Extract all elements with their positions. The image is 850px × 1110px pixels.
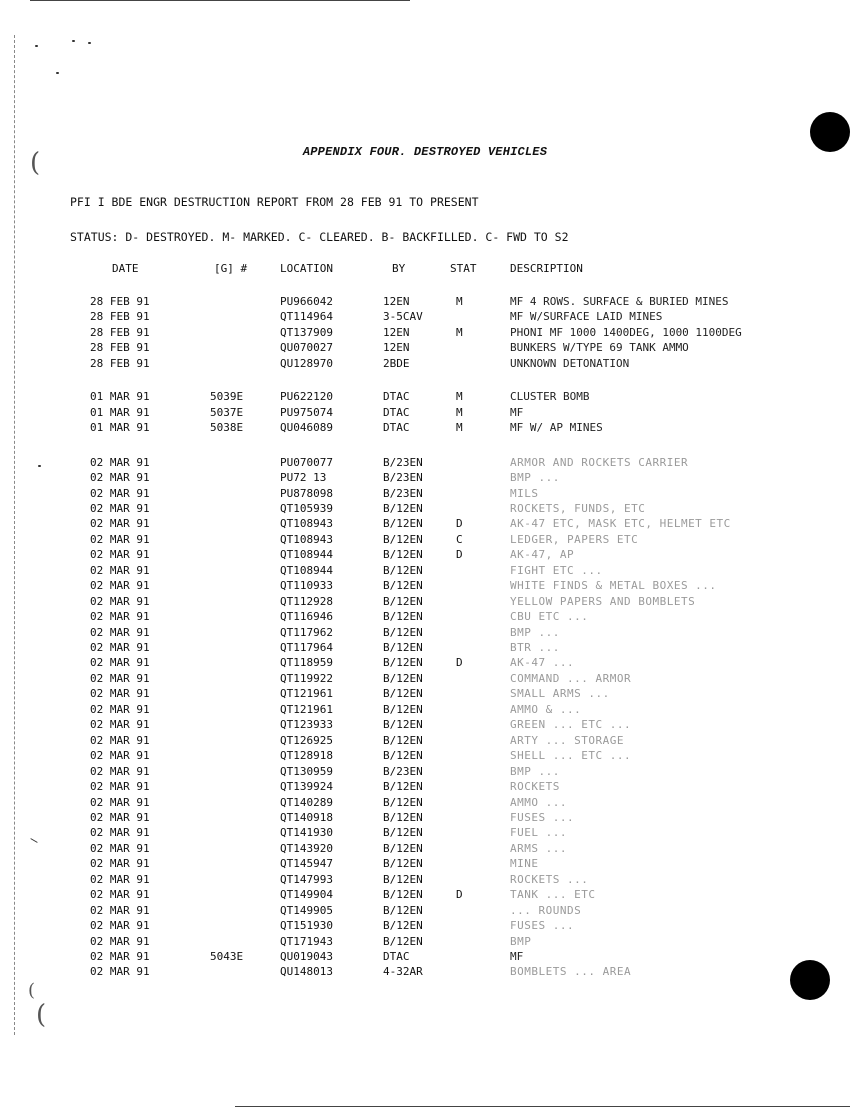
table-row bbox=[0, 341, 850, 355]
description-cell: FIGHT ETC ... bbox=[510, 563, 603, 577]
location-cell: QT117964 bbox=[280, 641, 333, 654]
header-stat: STAT bbox=[450, 262, 477, 275]
table-row bbox=[0, 564, 850, 578]
by-cell: B/12EN bbox=[383, 872, 423, 886]
description-cell: WHITE FINDS & METAL BOXES ... bbox=[510, 579, 717, 593]
page-title: APPENDIX FOUR. DESTROYED VEHICLES bbox=[302, 145, 548, 159]
by-cell: B/12EN bbox=[383, 687, 423, 701]
table-row bbox=[0, 749, 850, 763]
by-cell: B/12EN bbox=[383, 594, 423, 608]
date-cell: 02 MAR 91 bbox=[90, 733, 150, 747]
by-cell: B/23EN bbox=[383, 764, 423, 778]
location-cell: QT137909 bbox=[280, 325, 333, 339]
table-row bbox=[0, 326, 850, 340]
table-row bbox=[0, 357, 850, 371]
by-cell: DTAC bbox=[383, 390, 410, 404]
table-row bbox=[0, 456, 850, 470]
table-row bbox=[0, 965, 850, 979]
description-cell: MF bbox=[510, 950, 524, 963]
by-cell: B/12EN bbox=[383, 780, 423, 794]
margin-bracket: ( bbox=[28, 980, 36, 1001]
location-cell: QT140289 bbox=[280, 795, 333, 809]
by-cell: DTAC bbox=[383, 405, 410, 419]
by-cell: B/12EN bbox=[383, 903, 423, 917]
description-cell: YELLOW PAPERS AND BOMBLETS bbox=[510, 594, 696, 608]
by-cell: B/12EN bbox=[383, 919, 423, 933]
table-row bbox=[0, 548, 850, 562]
date-cell: 02 MAR 91 bbox=[90, 795, 150, 809]
location-cell: PU622120 bbox=[280, 390, 333, 404]
location-cell: QT143920 bbox=[280, 841, 333, 855]
date-cell: 02 MAR 91 bbox=[90, 687, 150, 701]
description-cell: BOMBLETS ... AREA bbox=[510, 965, 632, 979]
date-cell: 28 FEB 91 bbox=[90, 325, 150, 339]
location-cell: PU966042 bbox=[280, 295, 333, 308]
table-row bbox=[0, 950, 850, 964]
description-cell: AMMO & ... bbox=[510, 702, 582, 716]
description-cell: MF bbox=[510, 405, 524, 419]
date-cell: 28 FEB 91 bbox=[90, 356, 150, 370]
location-cell: PU070077 bbox=[280, 455, 333, 469]
by-cell: B/12EN bbox=[383, 934, 423, 948]
date-cell: 02 MAR 91 bbox=[90, 888, 150, 902]
table-row bbox=[0, 487, 850, 501]
description-cell: ARMOR AND ROCKETS CARRIER bbox=[510, 455, 689, 469]
date-cell: 02 MAR 91 bbox=[90, 810, 150, 824]
description-cell: AK-47, AP bbox=[510, 548, 575, 562]
date-cell: 02 MAR 91 bbox=[90, 857, 150, 871]
description-cell: MF W/ AP MINES bbox=[510, 421, 603, 435]
by-cell: B/12EN bbox=[383, 826, 423, 840]
description-cell: AMMO ... bbox=[510, 795, 567, 809]
description-cell: BUNKERS W/TYPE 69 TANK AMMO bbox=[510, 341, 689, 355]
table-row bbox=[0, 765, 850, 779]
by-cell: B/12EN bbox=[383, 563, 423, 577]
date-cell: 02 MAR 91 bbox=[90, 826, 150, 840]
stat-cell: M bbox=[456, 390, 463, 404]
date-cell: 02 MAR 91 bbox=[90, 934, 150, 948]
description-cell: ROCKETS ... bbox=[510, 872, 589, 886]
table-row bbox=[0, 687, 850, 701]
location-cell: QT149904 bbox=[280, 888, 333, 902]
grid-cell: 5039E bbox=[210, 390, 244, 404]
report-line: PFI I BDE ENGR DESTRUCTION REPORT FROM 28 FEB 91 TO PRESENT bbox=[70, 195, 479, 209]
location-cell: QT119922 bbox=[280, 671, 333, 685]
date-cell: 02 MAR 91 bbox=[90, 718, 150, 732]
table-row bbox=[0, 873, 850, 887]
description-cell: COMMAND ... ARMOR bbox=[510, 671, 632, 685]
description-cell: FUSES ... bbox=[510, 919, 575, 933]
stat-cell: D bbox=[456, 548, 463, 562]
location-cell: QT108944 bbox=[280, 563, 333, 577]
location-cell: QT110933 bbox=[280, 579, 333, 593]
by-cell: 3-5CAV bbox=[383, 310, 423, 324]
location-cell: QT126925 bbox=[280, 733, 333, 747]
header-by: BY bbox=[392, 262, 406, 275]
by-cell: B/12EN bbox=[383, 610, 423, 624]
scan-speck bbox=[56, 72, 59, 74]
date-cell: 02 MAR 91 bbox=[90, 872, 150, 886]
description-cell: BTR ... bbox=[510, 641, 560, 654]
date-cell: 02 MAR 91 bbox=[90, 579, 150, 593]
scan-speck bbox=[35, 45, 38, 47]
stat-cell: C bbox=[456, 532, 463, 546]
location-cell: QU128970 bbox=[280, 356, 333, 370]
by-cell: B/23EN bbox=[383, 486, 423, 500]
location-cell: QT147993 bbox=[280, 872, 333, 886]
location-cell: QT116946 bbox=[280, 610, 333, 624]
date-cell: 01 MAR 91 bbox=[90, 405, 150, 419]
by-cell: B/12EN bbox=[383, 702, 423, 716]
table-row bbox=[0, 517, 850, 531]
date-cell: 02 MAR 91 bbox=[90, 471, 150, 485]
by-cell: B/12EN bbox=[383, 718, 423, 732]
description-cell: MF 4 ROWS. SURFACE & BURIED MINES bbox=[510, 295, 729, 308]
table-row bbox=[0, 610, 850, 624]
by-cell: 12EN bbox=[383, 325, 410, 339]
date-cell: 02 MAR 91 bbox=[90, 610, 150, 624]
description-cell: ARTY ... STORAGE bbox=[510, 733, 624, 747]
location-cell: PU975074 bbox=[280, 405, 333, 419]
description-cell: SMALL ARMS ... bbox=[510, 687, 610, 701]
location-cell: QT171943 bbox=[280, 934, 333, 948]
location-cell: QT151930 bbox=[280, 919, 333, 933]
margin-bracket: ( bbox=[36, 1000, 47, 1030]
location-cell: QT123933 bbox=[280, 718, 333, 732]
description-cell: BMP bbox=[510, 934, 532, 948]
table-row bbox=[0, 888, 850, 902]
location-cell: QT121961 bbox=[280, 687, 333, 701]
date-cell: 02 MAR 91 bbox=[90, 625, 150, 639]
table-row bbox=[0, 533, 850, 547]
date-cell: 02 MAR 91 bbox=[90, 563, 150, 577]
table-row bbox=[0, 595, 850, 609]
by-cell: B/12EN bbox=[383, 888, 423, 902]
scan-speck bbox=[88, 42, 91, 44]
description-cell: CLUSTER BOMB bbox=[510, 390, 590, 404]
date-cell: 02 MAR 91 bbox=[90, 965, 150, 979]
description-cell: MF W/SURFACE LAID MINES bbox=[510, 310, 663, 324]
date-cell: 02 MAR 91 bbox=[90, 455, 150, 469]
table-row bbox=[0, 310, 850, 324]
date-cell: 02 MAR 91 bbox=[90, 501, 150, 515]
location-cell: QT105939 bbox=[280, 501, 333, 515]
stat-cell: D bbox=[456, 656, 463, 670]
stat-cell: D bbox=[456, 517, 463, 531]
description-cell: AK-47 ETC, MASK ETC, HELMET ETC bbox=[510, 517, 731, 531]
location-cell: QT114964 bbox=[280, 310, 333, 324]
by-cell: B/12EN bbox=[383, 641, 423, 654]
location-cell: QT112928 bbox=[280, 594, 333, 608]
date-cell: 28 FEB 91 bbox=[90, 295, 150, 308]
location-cell: QU046089 bbox=[280, 421, 333, 435]
scan-edge-bottom bbox=[235, 1106, 850, 1107]
location-cell: QT121961 bbox=[280, 702, 333, 716]
by-cell: B/12EN bbox=[383, 857, 423, 871]
date-cell: 02 MAR 91 bbox=[90, 903, 150, 917]
date-cell: 02 MAR 91 bbox=[90, 517, 150, 531]
description-cell: PHONI MF 1000 1400DEG, 1000 1100DEG bbox=[510, 325, 742, 339]
grid-cell: 5038E bbox=[210, 421, 244, 435]
date-cell: 02 MAR 91 bbox=[90, 594, 150, 608]
table-row bbox=[0, 641, 850, 655]
location-cell: QU148013 bbox=[280, 965, 333, 979]
date-cell: 02 MAR 91 bbox=[90, 641, 150, 654]
stat-cell: M bbox=[456, 421, 463, 435]
date-cell: 02 MAR 91 bbox=[90, 950, 150, 963]
description-cell: ARMS ... bbox=[510, 841, 567, 855]
table-row bbox=[0, 796, 850, 810]
table-row bbox=[0, 842, 850, 856]
by-cell: B/12EN bbox=[383, 625, 423, 639]
description-cell: MINE bbox=[510, 857, 539, 871]
table-row bbox=[0, 826, 850, 840]
table-row bbox=[0, 421, 850, 435]
location-cell: QU019043 bbox=[280, 950, 333, 963]
table-row bbox=[0, 904, 850, 918]
date-cell: 02 MAR 91 bbox=[90, 671, 150, 685]
by-cell: B/12EN bbox=[383, 749, 423, 763]
date-cell: 01 MAR 91 bbox=[90, 421, 150, 435]
location-cell: QT145947 bbox=[280, 857, 333, 871]
stat-cell: M bbox=[456, 405, 463, 419]
by-cell: 12EN bbox=[383, 295, 410, 308]
table-row bbox=[0, 471, 850, 485]
date-cell: 02 MAR 91 bbox=[90, 548, 150, 562]
header-date: DATE bbox=[112, 262, 139, 275]
scan-edge-top bbox=[30, 0, 410, 1]
description-cell: CBU ETC ... bbox=[510, 610, 589, 624]
description-cell: FUEL ... bbox=[510, 826, 567, 840]
by-cell: 12EN bbox=[383, 341, 410, 355]
location-cell: QT139924 bbox=[280, 780, 333, 794]
table-row bbox=[0, 672, 850, 686]
description-cell: TANK ... ETC bbox=[510, 888, 596, 902]
by-cell: B/12EN bbox=[383, 795, 423, 809]
location-cell: QT128918 bbox=[280, 749, 333, 763]
location-cell: QT118959 bbox=[280, 656, 333, 670]
header-grid: [G] # bbox=[214, 262, 248, 275]
by-cell: B/12EN bbox=[383, 517, 423, 531]
table-row bbox=[0, 579, 850, 593]
by-cell: B/12EN bbox=[383, 579, 423, 593]
header-location: LOCATION bbox=[280, 262, 333, 275]
location-cell: PU878098 bbox=[280, 486, 333, 500]
date-cell: 02 MAR 91 bbox=[90, 780, 150, 794]
table-row bbox=[0, 811, 850, 825]
grid-cell: 5037E bbox=[210, 405, 244, 419]
table-row bbox=[0, 295, 850, 309]
stat-cell: M bbox=[456, 295, 463, 308]
by-cell: B/12EN bbox=[383, 841, 423, 855]
description-cell: SHELL ... ETC ... bbox=[510, 749, 632, 763]
header-description: DESCRIPTION bbox=[510, 262, 583, 275]
location-cell: QU070027 bbox=[280, 341, 333, 355]
stat-cell: D bbox=[456, 888, 463, 902]
location-cell: QT149905 bbox=[280, 903, 333, 917]
table-row bbox=[0, 718, 850, 732]
by-cell: B/23EN bbox=[383, 471, 423, 485]
by-cell: B/12EN bbox=[383, 532, 423, 546]
stat-cell: M bbox=[456, 325, 463, 339]
table-row bbox=[0, 703, 850, 717]
scan-speck bbox=[72, 40, 75, 42]
by-cell: B/12EN bbox=[383, 671, 423, 685]
description-cell: FUSES ... bbox=[510, 810, 575, 824]
description-cell: AK-47 ... bbox=[510, 656, 575, 670]
location-cell: QT140918 bbox=[280, 810, 333, 824]
by-cell: B/12EN bbox=[383, 656, 423, 670]
description-cell: ROCKETS bbox=[510, 780, 560, 794]
by-cell: 2BDE bbox=[383, 356, 410, 370]
location-cell: QT117962 bbox=[280, 625, 333, 639]
description-cell: UNKNOWN DETONATION bbox=[510, 356, 630, 370]
description-cell: BMP ... bbox=[510, 471, 560, 485]
margin-bracket: ( bbox=[30, 148, 41, 178]
location-cell: QT130959 bbox=[280, 764, 333, 778]
location-cell: QT108944 bbox=[280, 548, 333, 562]
date-cell: 02 MAR 91 bbox=[90, 749, 150, 763]
location-cell: QT108943 bbox=[280, 517, 333, 531]
table-row bbox=[0, 935, 850, 949]
date-cell: 02 MAR 91 bbox=[90, 532, 150, 546]
description-cell: ... ROUNDS bbox=[510, 903, 582, 917]
date-cell: 02 MAR 91 bbox=[90, 841, 150, 855]
description-cell: MILS bbox=[510, 486, 539, 500]
table-row bbox=[0, 857, 850, 871]
by-cell: 4-32AR bbox=[383, 965, 423, 979]
status-legend: STATUS: D- DESTROYED. M- MARKED. C- CLEARED. B- BACKFILLED. C- FWD TO S2 bbox=[70, 230, 569, 244]
date-cell: 02 MAR 91 bbox=[90, 702, 150, 716]
table-row bbox=[0, 656, 850, 670]
date-cell: 01 MAR 91 bbox=[90, 390, 150, 404]
date-cell: 02 MAR 91 bbox=[90, 486, 150, 500]
by-cell: DTAC bbox=[383, 950, 410, 963]
by-cell: B/12EN bbox=[383, 501, 423, 515]
description-cell: ROCKETS, FUNDS, ETC bbox=[510, 501, 646, 515]
location-cell: QT108943 bbox=[280, 532, 333, 546]
date-cell: 28 FEB 91 bbox=[90, 341, 150, 355]
description-cell: LEDGER, PAPERS ETC bbox=[510, 532, 639, 546]
description-cell: BMP ... bbox=[510, 764, 560, 778]
table-row bbox=[0, 406, 850, 420]
date-cell: 02 MAR 91 bbox=[90, 919, 150, 933]
date-cell: 28 FEB 91 bbox=[90, 310, 150, 324]
by-cell: DTAC bbox=[383, 421, 410, 435]
date-cell: 02 MAR 91 bbox=[90, 764, 150, 778]
by-cell: B/12EN bbox=[383, 733, 423, 747]
date-cell: 02 MAR 91 bbox=[90, 656, 150, 670]
location-cell: QT141930 bbox=[280, 826, 333, 840]
by-cell: B/12EN bbox=[383, 810, 423, 824]
table-row bbox=[0, 390, 850, 404]
description-cell: GREEN ... ETC ... bbox=[510, 718, 632, 732]
by-cell: B/23EN bbox=[383, 455, 423, 469]
grid-cell: 5043E bbox=[210, 950, 244, 963]
table-row bbox=[0, 780, 850, 794]
table-row bbox=[0, 734, 850, 748]
description-cell: BMP ... bbox=[510, 625, 560, 639]
table-row bbox=[0, 626, 850, 640]
location-cell: PU72 13 bbox=[280, 471, 327, 485]
table-row bbox=[0, 919, 850, 933]
table-row bbox=[0, 502, 850, 516]
by-cell: B/12EN bbox=[383, 548, 423, 562]
